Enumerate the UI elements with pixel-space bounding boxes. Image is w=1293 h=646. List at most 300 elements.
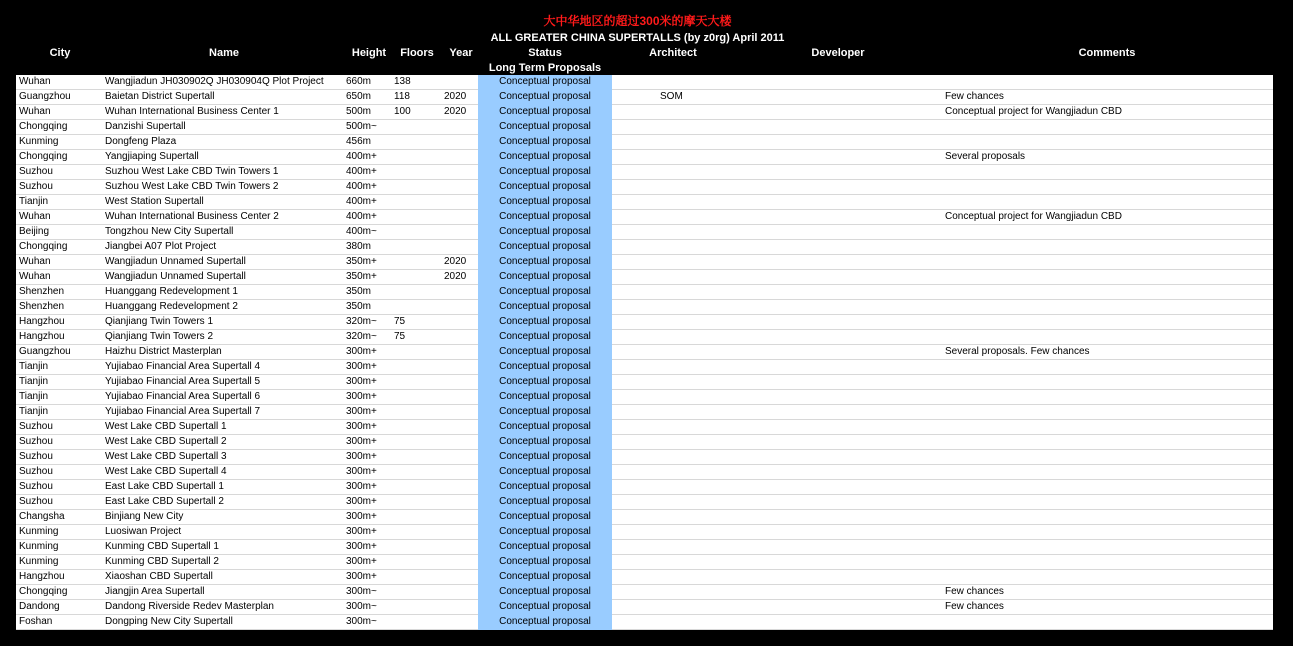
height-cell: 300m+ bbox=[346, 451, 377, 462]
name-cell: Xiaoshan CBD Supertall bbox=[105, 571, 213, 582]
status-cell: Conceptual proposal bbox=[478, 120, 612, 135]
architect-cell bbox=[660, 195, 780, 210]
city-cell: Hangzhou bbox=[19, 331, 65, 342]
table-row bbox=[16, 570, 1273, 585]
name-cell: Wangjiadun Unnamed Supertall bbox=[105, 271, 246, 282]
comments-cell: Conceptual project for Wangjiadun CBD bbox=[945, 106, 1122, 117]
name-cell: Qianjiang Twin Towers 1 bbox=[105, 316, 214, 327]
table-row bbox=[16, 345, 1273, 360]
height-cell: 650m bbox=[346, 91, 372, 102]
city-cell: Chongqing bbox=[19, 151, 68, 162]
status-cell: Conceptual proposal bbox=[478, 525, 612, 540]
floors-cell bbox=[394, 510, 440, 525]
status-cell: Conceptual proposal bbox=[478, 180, 612, 195]
city-cell: Tianjin bbox=[19, 361, 49, 372]
table-row bbox=[16, 120, 1273, 135]
height-cell: 300m+ bbox=[346, 346, 377, 357]
city-cell: Kunming bbox=[19, 556, 59, 567]
name-cell: East Lake CBD Supertall 1 bbox=[105, 481, 224, 492]
floors-cell bbox=[394, 180, 440, 195]
height-cell: 300m+ bbox=[346, 481, 377, 492]
floors-cell bbox=[394, 165, 440, 180]
architect-cell bbox=[660, 150, 780, 165]
name-cell: Dongping New City Supertall bbox=[105, 616, 233, 627]
architect-cell bbox=[660, 615, 780, 630]
name-cell: Haizhu District Masterplan bbox=[105, 346, 222, 357]
architect-cell bbox=[660, 270, 780, 285]
comments-cell bbox=[945, 465, 1265, 480]
height-cell: 300m+ bbox=[346, 466, 377, 477]
floors-cell bbox=[394, 420, 440, 435]
architect-cell bbox=[660, 480, 780, 495]
floors-cell: 118 bbox=[394, 91, 410, 102]
city-cell: Tianjin bbox=[19, 406, 49, 417]
table-row bbox=[16, 150, 1273, 165]
status-cell: Conceptual proposal bbox=[478, 435, 612, 450]
header-height: Height bbox=[351, 47, 387, 59]
architect-cell bbox=[660, 570, 780, 585]
city-cell: Hangzhou bbox=[19, 571, 65, 582]
table-row bbox=[16, 135, 1273, 150]
city-cell: Tianjin bbox=[19, 376, 49, 387]
status-cell: Conceptual proposal bbox=[478, 330, 612, 345]
comments-cell bbox=[945, 570, 1265, 585]
floors-cell bbox=[394, 345, 440, 360]
header-developer: Developer bbox=[811, 47, 865, 59]
city-cell: Suzhou bbox=[19, 166, 53, 177]
name-cell: Suzhou West Lake CBD Twin Towers 2 bbox=[105, 181, 279, 192]
floors-cell bbox=[394, 240, 440, 255]
city-cell: Suzhou bbox=[19, 466, 53, 477]
table-row bbox=[16, 195, 1273, 210]
table-row bbox=[16, 180, 1273, 195]
status-cell: Conceptual proposal bbox=[478, 165, 612, 180]
architect-cell bbox=[660, 120, 780, 135]
header-year: Year bbox=[449, 47, 473, 59]
architect-cell bbox=[660, 435, 780, 450]
floors-cell bbox=[394, 570, 440, 585]
floors-cell bbox=[394, 375, 440, 390]
floors-cell bbox=[394, 285, 440, 300]
comments-cell bbox=[945, 285, 1265, 300]
table-row bbox=[16, 420, 1273, 435]
architect-cell bbox=[660, 315, 780, 330]
architect-cell bbox=[660, 420, 780, 435]
name-cell: Kunming CBD Supertall 1 bbox=[105, 541, 219, 552]
city-cell: Hangzhou bbox=[19, 316, 65, 327]
section-label: Long Term Proposals bbox=[488, 62, 602, 74]
city-cell: Shenzhen bbox=[19, 286, 65, 297]
floors-cell bbox=[394, 540, 440, 555]
height-cell: 500m bbox=[346, 106, 372, 117]
city-cell: Foshan bbox=[19, 616, 53, 627]
architect-cell bbox=[660, 525, 780, 540]
name-cell: Suzhou West Lake CBD Twin Towers 1 bbox=[105, 166, 279, 177]
floors-cell bbox=[394, 435, 440, 450]
city-cell: Beijing bbox=[19, 226, 50, 237]
height-cell: 300m+ bbox=[346, 556, 377, 567]
architect-cell bbox=[660, 555, 780, 570]
table-row bbox=[16, 450, 1273, 465]
status-cell: Conceptual proposal bbox=[478, 135, 612, 150]
floors-cell bbox=[394, 390, 440, 405]
city-cell: Wuhan bbox=[19, 211, 51, 222]
architect-cell bbox=[660, 405, 780, 420]
status-cell: Conceptual proposal bbox=[478, 465, 612, 480]
header-city: City bbox=[49, 47, 71, 59]
table-row bbox=[16, 390, 1273, 405]
architect-cell bbox=[660, 75, 780, 90]
table-row bbox=[16, 240, 1273, 255]
comments-cell bbox=[945, 360, 1265, 375]
height-cell: 350m+ bbox=[346, 271, 377, 282]
table-row bbox=[16, 210, 1273, 225]
comments-cell bbox=[945, 75, 1265, 90]
floors-cell bbox=[394, 120, 440, 135]
supertall-table bbox=[16, 75, 1273, 630]
table-row bbox=[16, 105, 1273, 120]
architect-cell bbox=[660, 240, 780, 255]
header-floors: Floors bbox=[400, 47, 434, 59]
city-cell: Shenzhen bbox=[19, 301, 65, 312]
comments-cell bbox=[945, 390, 1265, 405]
name-cell: Binjiang New City bbox=[105, 511, 184, 522]
status-cell: Conceptual proposal bbox=[478, 585, 612, 600]
name-cell: Wangjiadun JH030902Q JH030904Q Plot Project bbox=[105, 76, 324, 87]
status-cell: Conceptual proposal bbox=[478, 555, 612, 570]
english-title: ALL GREATER CHINA SUPERTALLS (by z0rg) April 2011 bbox=[490, 32, 785, 44]
status-cell: Conceptual proposal bbox=[478, 420, 612, 435]
height-cell: 300m+ bbox=[346, 526, 377, 537]
header-name: Name bbox=[209, 47, 239, 59]
architect-cell bbox=[660, 105, 780, 120]
comments-cell bbox=[945, 510, 1265, 525]
header-status: Status bbox=[528, 47, 562, 59]
floors-cell bbox=[394, 135, 440, 150]
comments-cell bbox=[945, 195, 1265, 210]
architect-cell bbox=[660, 135, 780, 150]
architect-cell bbox=[660, 540, 780, 555]
floors-cell: 75 bbox=[394, 316, 406, 327]
architect-cell bbox=[660, 165, 780, 180]
status-cell: Conceptual proposal bbox=[478, 375, 612, 390]
name-cell: West Lake CBD Supertall 4 bbox=[105, 466, 227, 477]
city-cell: Wuhan bbox=[19, 256, 51, 267]
architect-cell bbox=[660, 390, 780, 405]
city-cell: Guangzhou bbox=[19, 91, 71, 102]
status-cell: Conceptual proposal bbox=[478, 105, 612, 120]
height-cell: 400m+ bbox=[346, 151, 377, 162]
height-cell: 300m+ bbox=[346, 571, 377, 582]
name-cell: Yujiabao Financial Area Supertall 4 bbox=[105, 361, 261, 372]
comments-cell: Several proposals bbox=[945, 151, 1026, 162]
table-row bbox=[16, 75, 1273, 90]
comments-cell bbox=[945, 120, 1265, 135]
table-row bbox=[16, 465, 1273, 480]
name-cell: Luosiwan Project bbox=[105, 526, 182, 537]
city-cell: Wuhan bbox=[19, 76, 51, 87]
height-cell: 300m+ bbox=[346, 421, 377, 432]
table-row bbox=[16, 270, 1273, 285]
floors-cell bbox=[394, 360, 440, 375]
height-cell: 350m bbox=[346, 286, 372, 297]
architect-cell bbox=[660, 225, 780, 240]
architect-cell bbox=[660, 180, 780, 195]
floors-cell bbox=[394, 405, 440, 420]
height-cell: 300m~ bbox=[346, 601, 377, 612]
comments-cell bbox=[945, 540, 1265, 555]
floors-cell bbox=[394, 450, 440, 465]
comments-cell bbox=[945, 315, 1265, 330]
name-cell: Dongfeng Plaza bbox=[105, 136, 177, 147]
name-cell: West Station Supertall bbox=[105, 196, 204, 207]
header-architect: Architect bbox=[649, 47, 697, 59]
name-cell: Jiangjin Area Supertall bbox=[105, 586, 205, 597]
floors-cell bbox=[394, 300, 440, 315]
name-cell: Dandong Riverside Redev Masterplan bbox=[105, 601, 274, 612]
height-cell: 320m~ bbox=[346, 316, 377, 327]
table-row bbox=[16, 510, 1273, 525]
name-cell: Huanggang Redevelopment 1 bbox=[105, 286, 238, 297]
status-cell: Conceptual proposal bbox=[478, 450, 612, 465]
comments-cell bbox=[945, 525, 1265, 540]
status-cell: Conceptual proposal bbox=[478, 195, 612, 210]
year-cell: 2020 bbox=[444, 106, 467, 117]
city-cell: Kunming bbox=[19, 541, 59, 552]
floors-cell bbox=[394, 150, 440, 165]
height-cell: 500m~ bbox=[346, 121, 377, 132]
floors-cell bbox=[394, 225, 440, 240]
status-cell: Conceptual proposal bbox=[478, 285, 612, 300]
table-row bbox=[16, 375, 1273, 390]
comments-cell bbox=[945, 225, 1265, 240]
name-cell: Wuhan International Business Center 2 bbox=[105, 211, 279, 222]
floors-cell bbox=[394, 495, 440, 510]
height-cell: 350m+ bbox=[346, 256, 377, 267]
name-cell: East Lake CBD Supertall 2 bbox=[105, 496, 224, 507]
architect-cell bbox=[660, 510, 780, 525]
status-cell: Conceptual proposal bbox=[478, 615, 612, 630]
table-row bbox=[16, 600, 1273, 615]
status-cell: Conceptual proposal bbox=[478, 150, 612, 165]
table-row bbox=[16, 480, 1273, 495]
comments-cell bbox=[945, 165, 1265, 180]
floors-cell bbox=[394, 465, 440, 480]
comments-cell bbox=[945, 180, 1265, 195]
status-cell: Conceptual proposal bbox=[478, 495, 612, 510]
table-row bbox=[16, 360, 1273, 375]
status-cell: Conceptual proposal bbox=[478, 600, 612, 615]
floors-cell bbox=[394, 480, 440, 495]
floors-cell: 138 bbox=[394, 76, 411, 87]
name-cell: Danzishi Supertall bbox=[105, 121, 186, 132]
comments-cell: Several proposals. Few chances bbox=[945, 346, 1090, 357]
height-cell: 300m+ bbox=[346, 511, 377, 522]
city-cell: Wuhan bbox=[19, 271, 51, 282]
floors-cell: 75 bbox=[394, 331, 406, 342]
comments-cell bbox=[945, 450, 1265, 465]
architect-cell bbox=[660, 585, 780, 600]
architect-cell bbox=[660, 300, 780, 315]
floors-cell bbox=[394, 525, 440, 540]
comments-cell: Few chances bbox=[945, 586, 1004, 597]
height-cell: 380m bbox=[346, 241, 372, 252]
comments-cell: Few chances bbox=[945, 91, 1004, 102]
comments-cell: Conceptual project for Wangjiadun CBD bbox=[945, 211, 1122, 222]
name-cell: Yujiabao Financial Area Supertall 5 bbox=[105, 376, 261, 387]
architect-cell bbox=[660, 255, 780, 270]
comments-cell bbox=[945, 330, 1265, 345]
comments-cell bbox=[945, 420, 1265, 435]
city-cell: Dandong bbox=[19, 601, 60, 612]
table-row bbox=[16, 585, 1273, 600]
table-row bbox=[16, 555, 1273, 570]
status-cell: Conceptual proposal bbox=[478, 315, 612, 330]
name-cell: Kunming CBD Supertall 2 bbox=[105, 556, 219, 567]
height-cell: 300m+ bbox=[346, 436, 377, 447]
architect-cell bbox=[660, 375, 780, 390]
comments-cell bbox=[945, 615, 1265, 630]
city-cell: Changsha bbox=[19, 511, 65, 522]
comments-cell bbox=[945, 255, 1265, 270]
height-cell: 300m+ bbox=[346, 541, 377, 552]
city-cell: Suzhou bbox=[19, 481, 53, 492]
status-cell: Conceptual proposal bbox=[478, 360, 612, 375]
height-cell: 300m+ bbox=[346, 391, 377, 402]
city-cell: Tianjin bbox=[19, 196, 49, 207]
floors-cell bbox=[394, 255, 440, 270]
comments-cell bbox=[945, 435, 1265, 450]
status-cell: Conceptual proposal bbox=[478, 510, 612, 525]
status-cell: Conceptual proposal bbox=[478, 540, 612, 555]
city-cell: Wuhan bbox=[19, 106, 51, 117]
city-cell: Kunming bbox=[19, 526, 59, 537]
table-row bbox=[16, 615, 1273, 630]
height-cell: 300m+ bbox=[346, 406, 377, 417]
floors-cell bbox=[394, 615, 440, 630]
name-cell: Huanggang Redevelopment 2 bbox=[105, 301, 238, 312]
floors-cell bbox=[394, 600, 440, 615]
floors-cell bbox=[394, 210, 440, 225]
floors-cell: 100 bbox=[394, 106, 411, 117]
height-cell: 300m~ bbox=[346, 586, 377, 597]
comments-cell bbox=[945, 405, 1265, 420]
status-cell: Conceptual proposal bbox=[478, 345, 612, 360]
height-cell: 300m+ bbox=[346, 496, 377, 507]
city-cell: Chongqing bbox=[19, 586, 68, 597]
name-cell: Yujiabao Financial Area Supertall 6 bbox=[105, 391, 261, 402]
height-cell: 400m+ bbox=[346, 181, 377, 192]
architect-cell bbox=[660, 210, 780, 225]
name-cell: Baietan District Supertall bbox=[105, 91, 215, 102]
name-cell: Jiangbei A07 Plot Project bbox=[105, 241, 217, 252]
floors-cell bbox=[394, 555, 440, 570]
table-row bbox=[16, 285, 1273, 300]
name-cell: Qianjiang Twin Towers 2 bbox=[105, 331, 214, 342]
comments-cell bbox=[945, 480, 1265, 495]
city-cell: Suzhou bbox=[19, 496, 53, 507]
height-cell: 660m bbox=[346, 76, 372, 87]
comments-cell bbox=[945, 135, 1265, 150]
header-comments: Comments bbox=[1078, 47, 1136, 59]
status-cell: Conceptual proposal bbox=[478, 90, 612, 105]
height-cell: 456m bbox=[346, 136, 372, 147]
city-cell: Suzhou bbox=[19, 181, 53, 192]
architect-cell: SOM bbox=[660, 91, 683, 102]
comments-cell bbox=[945, 495, 1265, 510]
table-row bbox=[16, 495, 1273, 510]
year-cell: 2020 bbox=[444, 256, 467, 267]
city-cell: Guangzhou bbox=[19, 346, 71, 357]
status-cell: Conceptual proposal bbox=[478, 300, 612, 315]
status-cell: Conceptual proposal bbox=[478, 390, 612, 405]
name-cell: Tongzhou New City Supertall bbox=[105, 226, 234, 237]
city-cell: Suzhou bbox=[19, 436, 53, 447]
name-cell: West Lake CBD Supertall 1 bbox=[105, 421, 227, 432]
architect-cell bbox=[660, 360, 780, 375]
city-cell: Tianjin bbox=[19, 391, 49, 402]
height-cell: 300m+ bbox=[346, 361, 377, 372]
table-row bbox=[16, 540, 1273, 555]
name-cell: West Lake CBD Supertall 3 bbox=[105, 451, 227, 462]
status-cell: Conceptual proposal bbox=[478, 270, 612, 285]
height-cell: 400m+ bbox=[346, 211, 377, 222]
architect-cell bbox=[660, 495, 780, 510]
architect-cell bbox=[660, 600, 780, 615]
status-cell: Conceptual proposal bbox=[478, 570, 612, 585]
city-cell: Kunming bbox=[19, 136, 59, 147]
status-cell: Conceptual proposal bbox=[478, 75, 612, 90]
name-cell: Yujiabao Financial Area Supertall 7 bbox=[105, 406, 261, 417]
table-row bbox=[16, 525, 1273, 540]
floors-cell bbox=[394, 270, 440, 285]
table-row bbox=[16, 225, 1273, 240]
comments-cell bbox=[945, 555, 1265, 570]
floors-cell bbox=[394, 585, 440, 600]
status-cell: Conceptual proposal bbox=[478, 480, 612, 495]
height-cell: 400m+ bbox=[346, 196, 377, 207]
name-cell: Yangjiaping Supertall bbox=[105, 151, 199, 162]
comments-cell bbox=[945, 240, 1265, 255]
architect-cell bbox=[660, 345, 780, 360]
table-row bbox=[16, 255, 1273, 270]
table-row bbox=[16, 405, 1273, 420]
height-cell: 300m+ bbox=[346, 376, 377, 387]
year-cell: 2020 bbox=[444, 91, 467, 102]
status-cell: Conceptual proposal bbox=[478, 405, 612, 420]
height-cell: 320m~ bbox=[346, 331, 377, 342]
table-row bbox=[16, 90, 1273, 105]
status-cell: Conceptual proposal bbox=[478, 210, 612, 225]
name-cell: Wuhan International Business Center 1 bbox=[105, 106, 279, 117]
floors-cell bbox=[394, 195, 440, 210]
table-row bbox=[16, 435, 1273, 450]
table-row bbox=[16, 315, 1273, 330]
height-cell: 400m+ bbox=[346, 166, 377, 177]
status-cell: Conceptual proposal bbox=[478, 225, 612, 240]
city-cell: Suzhou bbox=[19, 451, 53, 462]
year-cell: 2020 bbox=[444, 271, 467, 282]
chinese-title: 大中华地区的超过300米的摩天大楼 bbox=[543, 14, 732, 28]
city-cell: Suzhou bbox=[19, 421, 53, 432]
status-cell: Conceptual proposal bbox=[478, 240, 612, 255]
height-cell: 350m bbox=[346, 301, 372, 312]
city-cell: Chongqing bbox=[19, 121, 68, 132]
comments-cell bbox=[945, 300, 1265, 315]
table-row bbox=[16, 330, 1273, 345]
architect-cell bbox=[660, 450, 780, 465]
height-cell: 400m~ bbox=[346, 226, 377, 237]
